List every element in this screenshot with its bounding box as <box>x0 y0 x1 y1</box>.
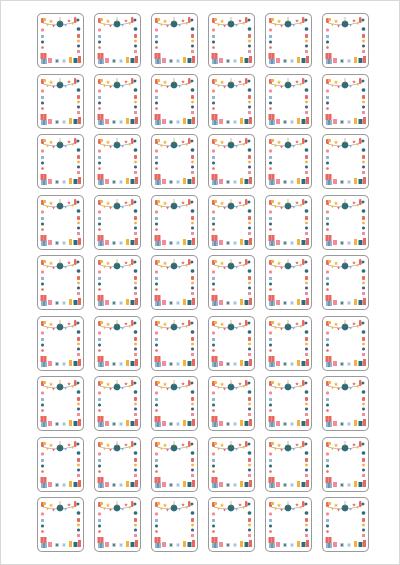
sticker-label <box>322 497 369 552</box>
sticker-label <box>265 316 312 371</box>
christmas-frame-icon <box>266 135 311 188</box>
christmas-frame-icon <box>209 317 254 370</box>
sticker-label <box>322 74 369 129</box>
christmas-frame-icon <box>38 256 83 309</box>
sticker-label <box>322 134 369 189</box>
sticker-label <box>322 316 369 371</box>
christmas-frame-icon <box>38 196 83 249</box>
sticker-label <box>322 437 369 492</box>
christmas-frame-icon <box>152 196 197 249</box>
christmas-frame-icon <box>38 377 83 430</box>
christmas-frame-icon <box>95 317 140 370</box>
christmas-frame-icon <box>209 438 254 491</box>
christmas-frame-icon <box>323 256 368 309</box>
christmas-frame-icon <box>266 196 311 249</box>
christmas-frame-icon <box>266 317 311 370</box>
christmas-frame-icon <box>38 14 83 67</box>
sticker-label <box>37 437 84 492</box>
christmas-frame-icon <box>323 75 368 128</box>
sticker-label <box>265 195 312 250</box>
sticker-label <box>37 13 84 68</box>
christmas-frame-icon <box>38 317 83 370</box>
sticker-label <box>265 134 312 189</box>
christmas-frame-icon <box>38 135 83 188</box>
christmas-frame-icon <box>266 498 311 551</box>
christmas-frame-icon <box>209 135 254 188</box>
sticker-label <box>208 316 255 371</box>
sticker-label <box>265 497 312 552</box>
sticker-label <box>265 255 312 310</box>
sticker-label <box>94 316 141 371</box>
sticker-label <box>322 13 369 68</box>
christmas-frame-icon <box>152 256 197 309</box>
christmas-frame-icon <box>209 256 254 309</box>
christmas-frame-icon <box>209 377 254 430</box>
sticker-label <box>94 497 141 552</box>
christmas-frame-icon <box>323 317 368 370</box>
christmas-frame-icon <box>95 256 140 309</box>
christmas-frame-icon <box>266 438 311 491</box>
sticker-label <box>151 74 198 129</box>
christmas-frame-icon <box>323 135 368 188</box>
sticker-label <box>208 376 255 431</box>
sticker-label <box>37 195 84 250</box>
christmas-frame-icon <box>95 196 140 249</box>
christmas-frame-icon <box>95 135 140 188</box>
sticker-label <box>94 255 141 310</box>
sticker-label <box>37 134 84 189</box>
christmas-frame-icon <box>38 75 83 128</box>
christmas-frame-icon <box>323 14 368 67</box>
label-grid <box>37 13 369 552</box>
christmas-frame-icon <box>323 377 368 430</box>
christmas-frame-icon <box>266 75 311 128</box>
sticker-label <box>151 316 198 371</box>
sticker-label <box>322 255 369 310</box>
sticker-label <box>37 376 84 431</box>
sticker-label <box>265 437 312 492</box>
christmas-frame-icon <box>95 75 140 128</box>
sticker-label <box>265 376 312 431</box>
sticker-label <box>94 195 141 250</box>
christmas-frame-icon <box>95 14 140 67</box>
sticker-label <box>151 376 198 431</box>
christmas-frame-icon <box>95 438 140 491</box>
christmas-frame-icon <box>266 14 311 67</box>
sticker-label <box>322 376 369 431</box>
christmas-frame-icon <box>152 135 197 188</box>
sticker-label <box>37 74 84 129</box>
christmas-frame-icon <box>152 14 197 67</box>
christmas-frame-icon <box>95 377 140 430</box>
sticker-label <box>208 74 255 129</box>
christmas-frame-icon <box>95 498 140 551</box>
christmas-frame-icon <box>152 75 197 128</box>
sticker-label <box>94 376 141 431</box>
christmas-frame-icon <box>209 14 254 67</box>
sticker-label <box>322 195 369 250</box>
sticker-label <box>37 497 84 552</box>
sticker-label <box>208 497 255 552</box>
sticker-label <box>265 74 312 129</box>
christmas-frame-icon <box>209 498 254 551</box>
sticker-label <box>151 497 198 552</box>
sticker-label <box>151 134 198 189</box>
sticker-label <box>94 134 141 189</box>
christmas-frame-icon <box>323 196 368 249</box>
christmas-frame-icon <box>152 438 197 491</box>
sticker-label <box>208 13 255 68</box>
sticker-label <box>208 195 255 250</box>
sticker-label <box>94 74 141 129</box>
christmas-frame-icon <box>152 377 197 430</box>
sticker-label <box>94 13 141 68</box>
christmas-frame-icon <box>152 317 197 370</box>
sticker-label <box>208 437 255 492</box>
sticker-label <box>265 13 312 68</box>
sticker-label <box>208 255 255 310</box>
sticker-label <box>151 13 198 68</box>
christmas-frame-icon <box>266 256 311 309</box>
christmas-frame-icon <box>152 498 197 551</box>
christmas-frame-icon <box>38 498 83 551</box>
christmas-frame-icon <box>38 438 83 491</box>
christmas-frame-icon <box>266 377 311 430</box>
sticker-label <box>151 195 198 250</box>
christmas-frame-icon <box>323 498 368 551</box>
sticker-label <box>37 316 84 371</box>
sticker-label <box>94 437 141 492</box>
christmas-frame-icon <box>209 196 254 249</box>
sticker-label <box>37 255 84 310</box>
christmas-frame-icon <box>209 75 254 128</box>
christmas-frame-icon <box>323 438 368 491</box>
sticker-label <box>208 134 255 189</box>
sticker-label <box>151 437 198 492</box>
sticker-label <box>151 255 198 310</box>
